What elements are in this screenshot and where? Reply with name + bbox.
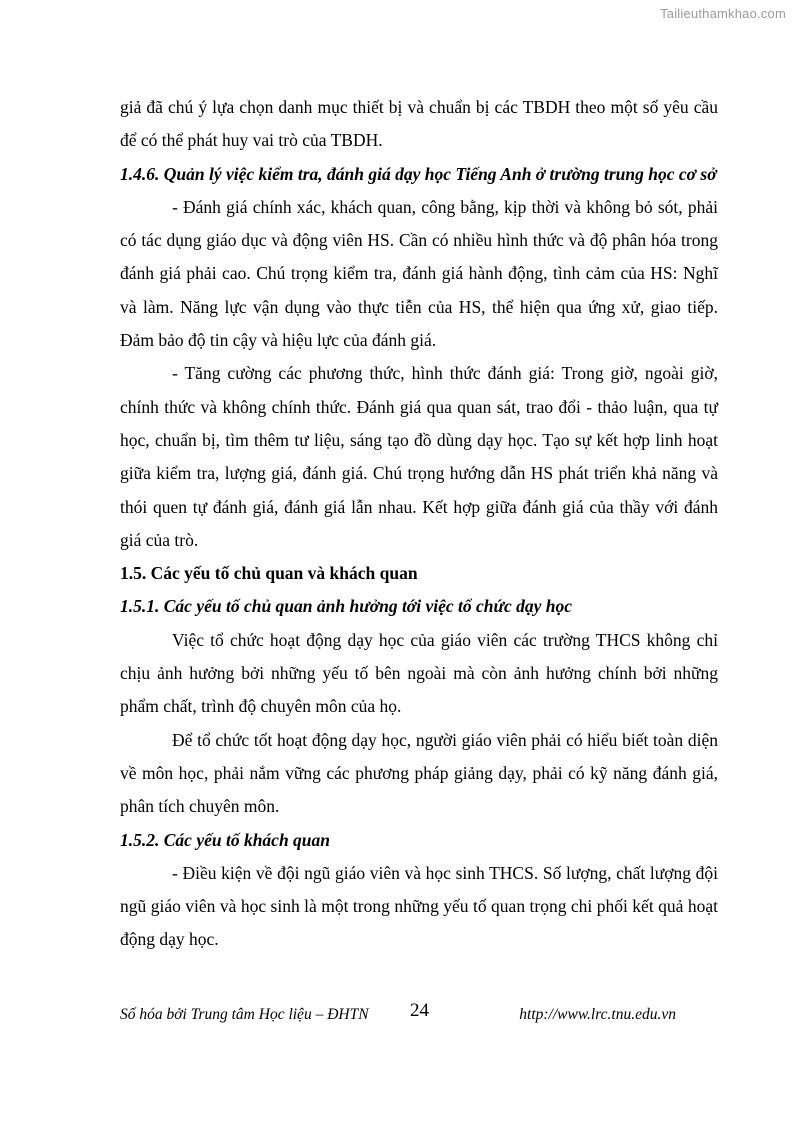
section-heading-1-5: 1.5. Các yếu tố chủ quan và khách quan: [120, 563, 418, 584]
watermark-text: Tailieuthamkhao.com: [660, 6, 786, 21]
paragraph-continuation: giả đã chú ý lựa chọn danh mục thiết bị và chuẩn bị các TBDH theo một số yêu cầu để có thể phát huy vai trò của TBDH.: [120, 97, 718, 151]
section-heading-1-4-6: 1.4.6. Quản lý việc kiểm tra, đánh giá dạy học Tiếng Anh ở trường trung học cơ sở: [120, 163, 717, 184]
section-heading-1-5-2: 1.5.2. Các yếu tố khách quan: [120, 829, 331, 850]
section-heading-1-5-1: 1.5.1. Các yếu tố chủ quan ảnh hưởng tới việc tổ chức dạy học: [120, 596, 572, 617]
paragraph-teacher-knowledge: Để tổ chức tốt hoạt động dạy học, người giáo viên phải có hiểu biết toàn diện về môn học, phải nắm vững các phương pháp giảng dạy, phải có kỹ năng đánh giá, phân tích chuyên môn.: [120, 729, 718, 817]
page-number: 24: [410, 1000, 429, 1021]
footer-url: http://www.lrc.tnu.edu.vn: [519, 1006, 676, 1023]
paragraph-evaluation-methods: - Tăng cường các phương thức, hình thức đánh giá: Trong giờ, ngoài giờ, chính thức và không chính thức. Đánh giá qua quan sát, trao đổi - thảo luận, qua tự học, chuẩn bị, tìm thêm tư liệu, sáng tạo đồ dùng dạy học. Tạo sự kết hợp linh hoạt giữa kiểm tra, lượng giá, đánh giá. Chú trọng hướng dẫn HS phát triển khả năng và thói quen tự đánh giá, đánh giá lẫn nhau. Kết hợp giữa đánh giá của thầy với đánh giá của trò.: [120, 363, 718, 550]
paragraph-staff-conditions: - Điều kiện về đội ngũ giáo viên và học sinh THCS. Số lượng, chất lượng đội ngũ giáo viên và học sinh là một trong những yếu tố quan trọng chi phối kết quả hoạt động dạy học.: [120, 862, 718, 950]
paragraph-evaluation-accuracy: - Đánh giá chính xác, khách quan, công bằng, kịp thời và không bỏ sót, phải có tác dụng giáo dục và động viên HS. Cần có nhiều hình thức và độ phân hóa trong đánh giá phải cao. Chú trọng kiểm tra, đánh giá hành động, tình cảm của HS: Nghĩ và làm. Năng lực vận dụng vào thực tiễn của HS, thể hiện qua ứng xử, giao tiếp. Đảm bảo độ tin cậy và hiệu lực của đánh giá.: [120, 196, 718, 351]
page-footer: [120, 1000, 718, 1030]
footer-digitized-by: Số hóa bởi Trung tâm Học liệu – ĐHTN: [120, 1006, 369, 1023]
document-body: [120, 91, 718, 957]
paragraph-teacher-qualities: Việc tổ chức hoạt động dạy học của giáo viên các trường THCS không chỉ chịu ảnh hưởng bởi những yếu tố bên ngoài mà còn ảnh hưởng chính bởi những phẩm chất, trình độ chuyên môn của họ.: [120, 629, 718, 717]
